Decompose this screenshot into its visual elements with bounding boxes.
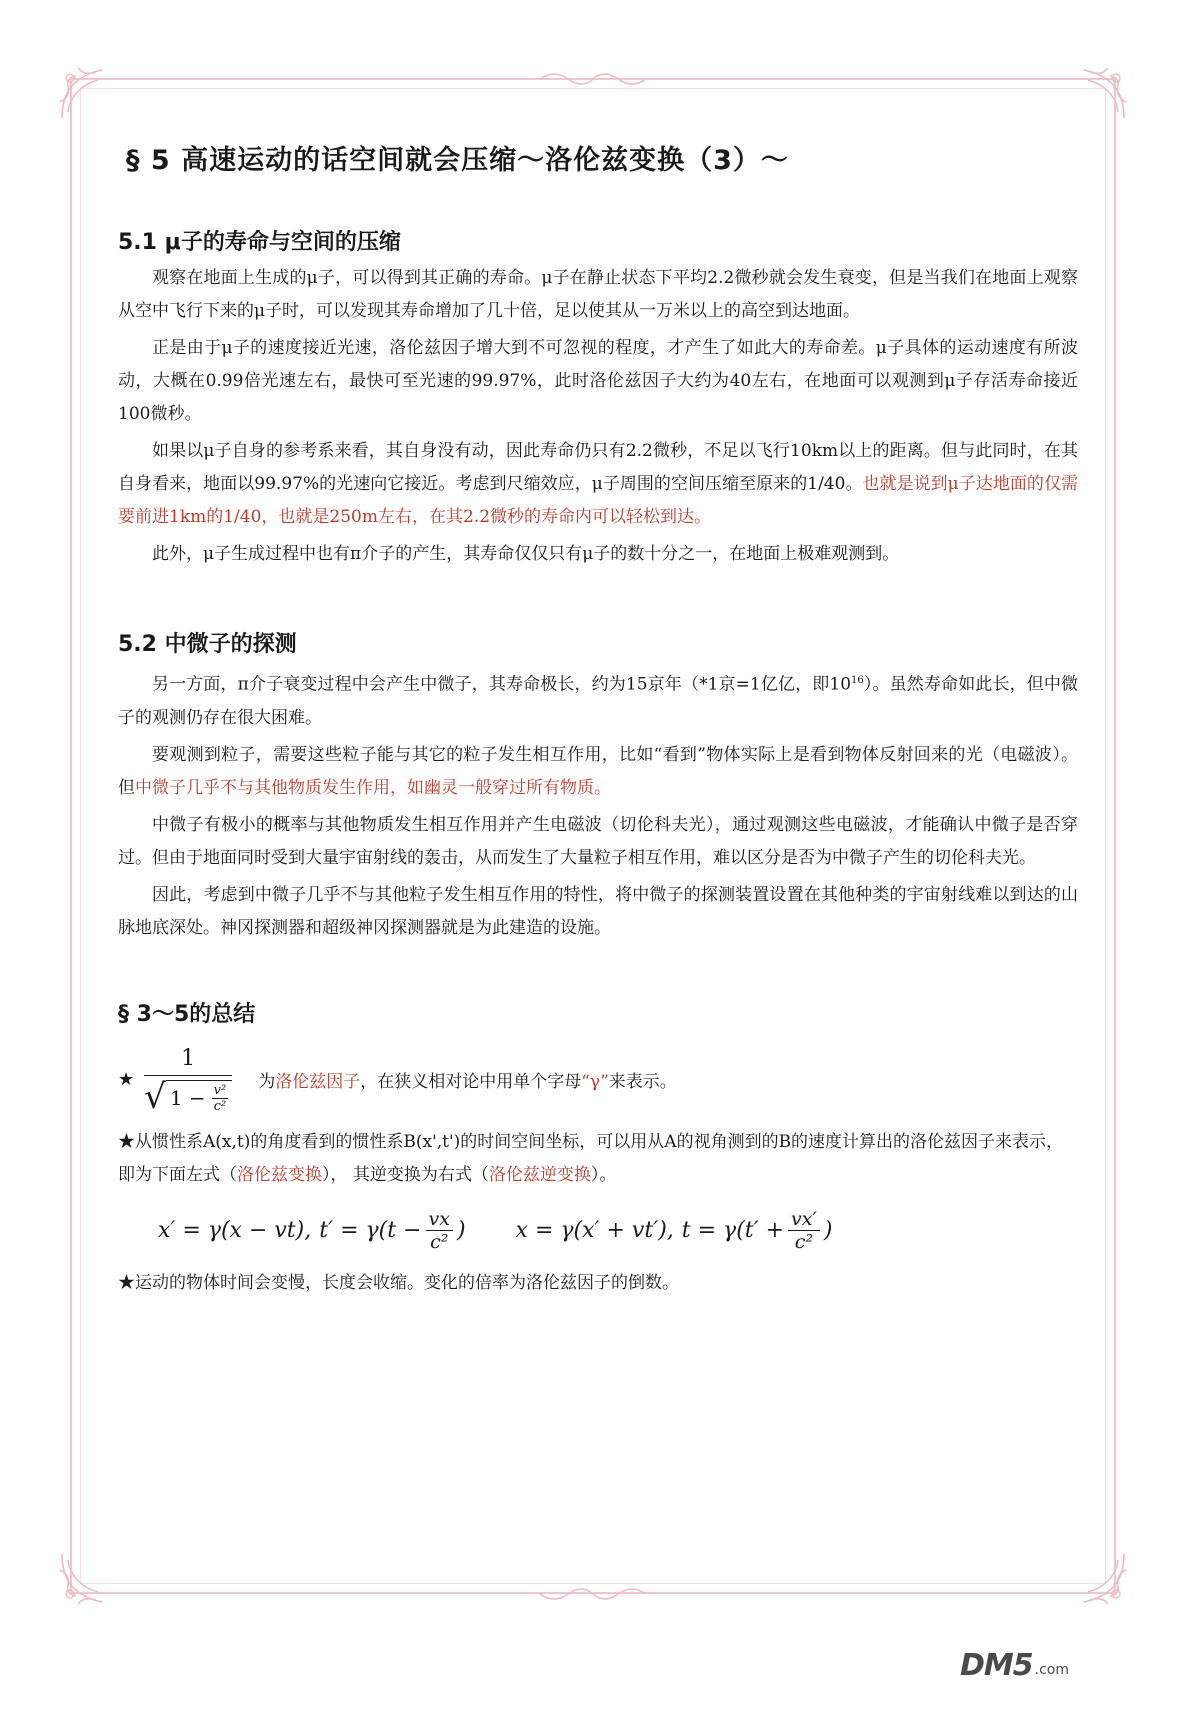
paragraph: 因此，考虑到中微子几乎不与其他粒子发生相互作用的特性，将中微子的探测装置设置在其他种类的宇宙射线难以到达的山脉地底深处。神冈探测器和超级神冈探测器就是为此建造的设施。 bbox=[118, 884, 1078, 938]
fraction-bottom: c² bbox=[794, 1230, 814, 1253]
highlighted-text: 洛伦兹因子 bbox=[275, 1072, 361, 1093]
highlighted-text: “γ” bbox=[581, 1072, 609, 1093]
lorentz-factor-row bbox=[118, 1045, 1078, 1117]
exponent: 16 bbox=[851, 675, 864, 686]
watermark-suffix: .com bbox=[1034, 1661, 1069, 1678]
paragraph-text: 如果以μ子自身的参考系来看，其自身没有动，因此寿命仍只有2.2微秒，不足以飞行10km以上的距离。但与此同时，在其自身看来，地面以99.97%的光速向它接近。考虑到尺缩效应，μ子周围的空间压缩至原来的1/40。 bbox=[118, 441, 1078, 494]
highlighted-text: 中微子几乎不与其他物质发生作用，如幽灵一般穿过所有物质。 bbox=[135, 777, 611, 798]
lorentz-factor-description bbox=[258, 1067, 677, 1092]
star-bullet-icon: ★ bbox=[118, 1069, 135, 1091]
lorentz-transform-formula bbox=[158, 1208, 466, 1253]
formula-part: x′ = γ(x − vt), bbox=[158, 1217, 312, 1243]
border-flourish-icon bbox=[538, 1585, 648, 1603]
formula-part: ) bbox=[823, 1217, 833, 1243]
section-heading-5-1: 5.1 μ子的寿命与空间的压缩 bbox=[118, 230, 401, 255]
formula-part: x = γ(x′ + vt′), bbox=[515, 1217, 674, 1243]
radicand bbox=[166, 1080, 232, 1114]
summary-paragraph bbox=[118, 1126, 1078, 1192]
border-flourish-icon bbox=[538, 70, 648, 88]
text: ★从惯性系A(x,t)的角度看到的惯性系B(x',t')的时间空间坐标，可以用从A的视角测到的B的速度计算出的洛伦兹因子来表示，即为下面左式（ bbox=[118, 1131, 1064, 1185]
paragraph bbox=[118, 664, 1078, 735]
paragraph-text: 另一方面，π介子衰变过程中会产生中微子，其寿命极长，约为15京年（*1京=1亿亿，即10 bbox=[152, 674, 852, 695]
highlighted-text: 洛伦兹逆变换 bbox=[488, 1164, 591, 1185]
fraction-top: vx′ bbox=[788, 1208, 820, 1231]
corner-ornament-icon bbox=[1068, 1546, 1132, 1610]
corner-ornament-icon bbox=[54, 1546, 118, 1610]
paragraph bbox=[118, 435, 1078, 534]
formula-denominator bbox=[144, 1075, 232, 1117]
paragraph: 中微子有极小的概率与其他物质发生相互作用并产生电磁波（切伦科夫光），通过观测这些电磁波，才能确认中微子是否穿过。但由于地面同时受到大量宇宙射线的轰击，从而发生了大量粒子相互作用，难以区分是否为中微子产生的切伦科夫光。 bbox=[118, 814, 1078, 868]
formula-part: t′ = γ(t − bbox=[319, 1217, 422, 1243]
highlighted-text: 也就是说到μ子达地面的仅需要前进1km的1/40，也就是250m左右，在其2.2微秒的寿命内可以轻松到达。 bbox=[118, 474, 1078, 527]
section-heading-5-2: 5.2 中微子的探测 bbox=[118, 632, 297, 657]
paragraph-text: ）。虽然寿命如此长，但中微子的观测仍存在很大困难。 bbox=[118, 674, 1079, 728]
watermark-brand: DM5 bbox=[960, 1648, 1033, 1683]
lorentz-transform-formulas bbox=[158, 1208, 1078, 1253]
formula-fraction bbox=[788, 1208, 820, 1253]
highlighted-text: 洛伦兹变换 bbox=[237, 1164, 322, 1185]
corner-ornament-icon bbox=[1068, 62, 1132, 126]
summary-heading: § 3～5的总结 bbox=[118, 1001, 256, 1027]
site-watermark bbox=[960, 1648, 1069, 1683]
lorentz-factor-formula bbox=[144, 1045, 232, 1117]
paragraph bbox=[118, 739, 1078, 805]
sqrt-icon: √ bbox=[144, 1076, 166, 1117]
spacer bbox=[118, 949, 1078, 997]
fraction-top: v² bbox=[213, 1082, 227, 1098]
page-title: § 5 高速运动的话空间就会压缩～洛伦兹变换（3）～ bbox=[126, 145, 789, 176]
fraction-bottom: c² bbox=[430, 1230, 449, 1253]
paragraph-text: 要观测到粒子，需要这些粒子能与其它的粒子发生相互作用，比如“看到”物体实际上是看到物体反射回来的光（电磁波）。但 bbox=[118, 744, 1078, 798]
text: ，在狭义相对论中用单个字母 bbox=[360, 1072, 582, 1093]
paragraph: 正是由于μ子的速度接近光速，洛伦兹因子增大到不可忽视的程度，才产生了如此大的寿命差。μ子具体的运动速度有所波动，大概在0.99倍光速左右，最快可至光速的99.97%，此时洛伦兹因子大约为40左右，在地面可以观测到μ子存活寿命接近100微秒。 bbox=[118, 338, 1078, 424]
summary-paragraph: ★运动的物体时间会变慢，长度会收缩。变化的倍率为洛伦兹因子的倒数。 bbox=[118, 1272, 679, 1293]
spacer bbox=[118, 575, 1078, 627]
radicand-lead: 1 − bbox=[169, 1086, 206, 1111]
page-content bbox=[118, 138, 1078, 1300]
v-over-c-fraction bbox=[212, 1083, 229, 1114]
formula-part: t = γ(t′ + bbox=[681, 1217, 785, 1243]
inverse-lorentz-transform-formula bbox=[516, 1208, 833, 1253]
text: ）。 bbox=[590, 1164, 617, 1185]
formula-fraction bbox=[426, 1208, 453, 1253]
paragraph: 此外，μ子生成过程中也有π介子的产生，其寿命仅仅只有μ子的数十分之一，在地面上极难观测到。 bbox=[152, 544, 900, 564]
formula-numerator: 1 bbox=[181, 1045, 196, 1071]
formula-part: ) bbox=[456, 1217, 466, 1243]
fraction-top: vx bbox=[426, 1208, 453, 1231]
paragraph: 观察在地面上生成的μ子，可以得到其正确的寿命。μ子在静止状态下平均2.2微秒就会发生衰变，但是当我们在地面上观察从空中飞行下来的μ子时，可以发现其寿命增加了几十倍，足以使其从一万米以上的高空到达地面。 bbox=[118, 268, 1078, 321]
text: 为 bbox=[258, 1072, 276, 1093]
text: 来表示。 bbox=[608, 1072, 677, 1093]
text: ）， 其逆变换为右式（ bbox=[322, 1164, 489, 1185]
corner-ornament-icon bbox=[54, 62, 118, 126]
fraction-bottom: c² bbox=[213, 1098, 227, 1114]
